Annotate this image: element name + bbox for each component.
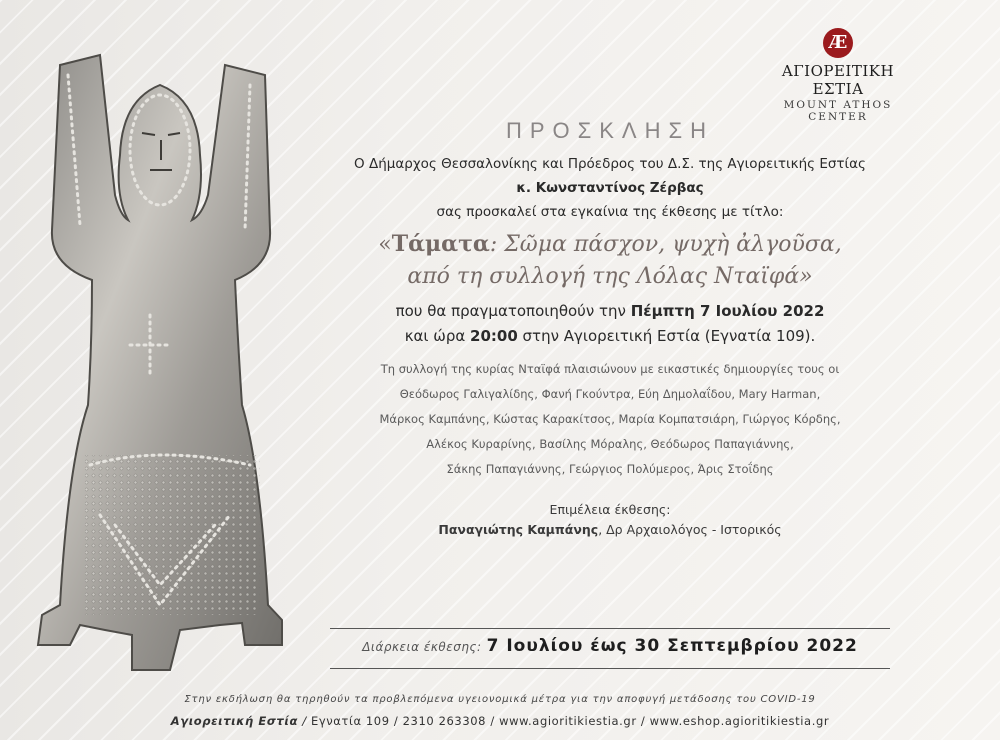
- curation-section: [300, 500, 920, 540]
- curator-line: [300, 520, 920, 540]
- covid-notice: Στην εκδήλωση θα τηρηθούν τα προβλεπόμενα υγειονομικά μέτρα για την αποφυγή μετάδοσης του COVID-19: [184, 694, 816, 705]
- footer-separator: /: [486, 714, 500, 728]
- artists-line: Αλέκος Κυραρίνης, Βασίλης Μόραλης, Θεόδωρος Παπαγιάννης,: [426, 437, 794, 451]
- footer-separator: /: [297, 714, 311, 728]
- duration-label: Διάρκεια έκθεσης:: [362, 640, 482, 654]
- mount-athos-center-logo: [758, 28, 918, 123]
- logo-name: ΑΓΙΟΡΕΙΤΙΚΗ ΕΣΤΙΑ: [781, 62, 895, 98]
- divider-bottom: [330, 668, 890, 669]
- invite-line: σας προσκαλεί στα εγκαίνια της έκθεσης με τίτλο:: [436, 204, 784, 220]
- logo-emblem-icon: Æ: [823, 28, 853, 58]
- duration-value: 7 Ιουλίου έως 30 Σεπτεμβρίου 2022: [486, 636, 858, 656]
- logo-subtitle: MOUNT ATHOS CENTER: [783, 99, 893, 123]
- footer-contact: [0, 714, 1000, 728]
- footer-address: Εγνατία 109: [310, 714, 390, 728]
- footer-phone: 2310 263308: [402, 714, 487, 728]
- footer-separator: /: [389, 714, 403, 728]
- artists-line: Σάκης Παπαγιάννης, Γεώργιος Πολύμερος, Άρις Στοΐδης: [446, 462, 774, 476]
- date-prefix: που θα πραγματοποιηθούν την: [395, 302, 631, 320]
- invitation-title: ΠΡΟΣΚΛΗΣΗ: [505, 118, 715, 143]
- host-name: κ. Κωνσταντίνος Ζέρβας: [516, 180, 704, 196]
- exhibition-title-line2: από τη συλλογή της Λόλας Νταϊφά»: [407, 264, 813, 289]
- tama-figure-image: [20, 45, 320, 680]
- artists-line: Θεόδωρος Γαλιγαλίδης, Φανή Γκούντρα, Εύη Δημολαΐδου, Mary Harman,: [399, 387, 821, 401]
- exhibition-title-bold: Τάματα: [391, 231, 490, 257]
- event-date: Πέμπτη 7 Ιουλίου 2022: [630, 302, 825, 320]
- artists-intro: Τη συλλογή της κυρίας Νταϊφά πλαισιώνουν με εικαστικές δημιουργίες τους οι: [380, 362, 840, 376]
- footer-separator: /: [636, 714, 650, 728]
- divider-top: [330, 628, 890, 629]
- footer-eshop-link[interactable]: www.eshop.agioritikiestia.gr: [649, 714, 830, 728]
- time-prefix: και ώρα: [404, 327, 471, 345]
- exhibition-title-rest: : Σῶμα πάσχον, ψυχὴ ἀλγοῦσα,: [489, 232, 842, 257]
- curation-label: Επιμέλεια έκθεσης:: [549, 502, 671, 517]
- event-time-line: [300, 324, 920, 349]
- event-date-line: [300, 299, 920, 324]
- event-time: 20:00: [470, 327, 518, 345]
- exhibition-title: [300, 228, 920, 293]
- artists-line: Μάρκος Καμπάνης, Κώστας Καρακίτσος, Μαρία Κομπατσιάρη, Γιώργος Κόρδης,: [379, 412, 841, 426]
- event-datetime: [300, 299, 920, 349]
- exhibition-duration: [300, 636, 920, 656]
- host-intro-line: Ο Δήμαρχος Θεσσαλονίκης και Πρόεδρος του Δ.Σ. της Αγιορειτικής Εστίας: [354, 156, 866, 172]
- footer-org-name: Αγιορειτική Εστία: [170, 714, 298, 728]
- open-quote: «: [378, 232, 392, 257]
- time-suffix: στην Αγιορειτική Εστία (Εγνατία 109).: [517, 327, 816, 345]
- invitation-body: [300, 118, 920, 540]
- curator-role: , Δρ Αρχαιολόγος - Ιστορικός: [598, 522, 782, 537]
- footer-website-link[interactable]: www.agioritikiestia.gr: [499, 714, 637, 728]
- curator-name: Παναγιώτης Καμπάνης: [438, 522, 599, 537]
- artists-section: [300, 357, 920, 482]
